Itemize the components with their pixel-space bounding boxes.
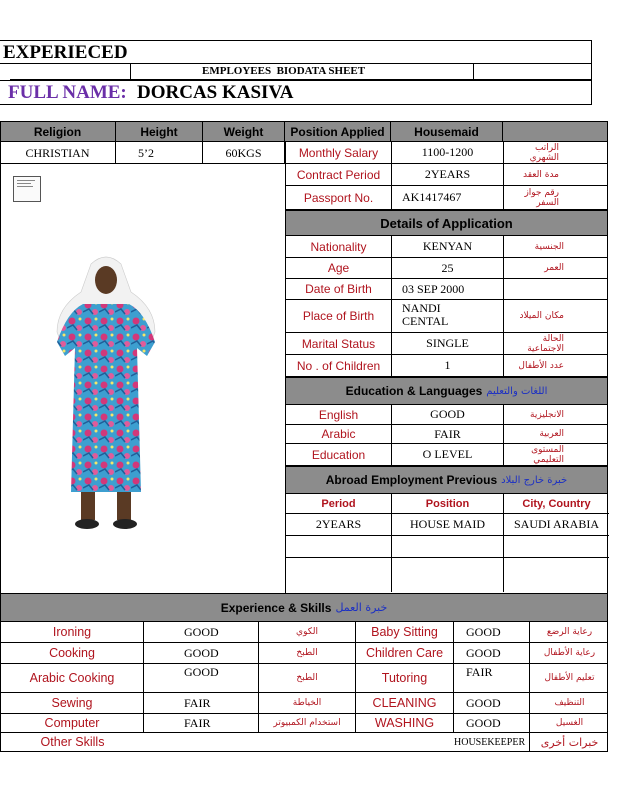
skill-row <box>0 693 608 714</box>
candidate-photo <box>51 252 161 542</box>
abroad-header-label: Abroad Employment Previous <box>325 473 498 487</box>
row-arabic-label <box>504 279 604 299</box>
detail-row <box>285 444 608 466</box>
row-value: O LEVEL <box>392 444 504 465</box>
row-label: No . of Children <box>286 355 392 376</box>
skill-row <box>0 643 608 664</box>
height-header: Height <box>116 121 203 142</box>
sheet-subtitle: EMPLOYEES BIODATA SHEET <box>202 65 366 77</box>
skill-value: GOOD <box>144 664 259 692</box>
skill-row <box>0 664 608 693</box>
abroad-cell <box>286 536 392 558</box>
contract-label: Contract Period <box>286 164 392 185</box>
skill-arabic-label: الطبخ <box>259 643 356 663</box>
education-header-label: Education & Languages <box>345 384 483 398</box>
abroad-cell <box>504 536 609 558</box>
detail-row <box>285 258 608 279</box>
religion-header: Religion <box>0 121 116 142</box>
name-box <box>0 80 592 105</box>
abroad-cell: SAUDI ARABIA <box>504 514 609 536</box>
row-arabic-label: الحالة الاجتماعية <box>527 333 564 354</box>
detail-row <box>285 300 608 333</box>
skill-value: GOOD <box>144 643 259 663</box>
skill-value: GOOD <box>454 643 530 663</box>
housemaid-header: Housemaid <box>391 121 503 142</box>
contract-label: Passport No. <box>286 186 392 209</box>
skills-header <box>0 593 608 622</box>
contract-value: 2YEARS <box>392 164 504 185</box>
skill-label: Tutoring <box>356 664 454 692</box>
education-header-arabic: اللغات والتعليم <box>486 385 548 397</box>
skill-value: FAIR <box>144 693 259 713</box>
education-header <box>285 377 608 405</box>
details-header-label: Details of Application <box>380 215 513 231</box>
abroad-cell <box>286 558 392 592</box>
contract-arabic-label: الراتب الشهري <box>529 142 559 163</box>
abroad-header-arabic: خبرة خارج البلاد <box>501 474 568 486</box>
abroad-cell <box>392 558 504 592</box>
skill-label: Baby Sitting <box>356 622 454 642</box>
skill-label: CLEANING <box>356 693 454 713</box>
abroad-cell <box>392 536 504 558</box>
detail-row <box>285 279 608 300</box>
skill-arabic-label: تعليم الأطفال <box>544 673 595 683</box>
row-label: Education <box>286 444 392 465</box>
skill-value: GOOD <box>454 622 530 642</box>
row-arabic-label: العربية <box>539 429 564 439</box>
abroad-cell: HOUSE MAID <box>392 514 504 536</box>
other-skills-label: Other Skills <box>40 735 105 749</box>
page-title: EXPERIECED <box>3 42 128 63</box>
skill-arabic-label: الكوي <box>259 622 356 642</box>
skill-label: Children Care <box>356 643 454 663</box>
row-arabic-label: العمر <box>544 263 564 273</box>
skill-row <box>0 622 608 643</box>
weight-value: 60KGS <box>203 142 285 164</box>
row-value: KENYAN <box>392 236 504 257</box>
row-value: FAIR <box>392 425 504 443</box>
skills-header-arabic: خبرة العمل <box>335 601 388 614</box>
skill-value: FAIR <box>144 714 259 732</box>
row-arabic-label: مكان الميلاد <box>519 311 564 321</box>
position-applied-header: Position Applied <box>285 121 391 142</box>
skill-label: WASHING <box>356 714 454 732</box>
skill-arabic-label: الطبخ <box>259 664 356 692</box>
other-skills-row <box>0 733 608 752</box>
contract-value: AK1417467 <box>392 186 504 209</box>
contract-label: Monthly Salary <box>286 142 392 163</box>
skill-label: Sewing <box>1 693 144 713</box>
abroad-column-header: City, Country <box>504 494 609 514</box>
full-name-label: FULL NAME: <box>8 82 127 103</box>
detail-row <box>285 425 608 444</box>
skill-arabic-label: رعاية الأطفال <box>543 648 596 658</box>
row-arabic-label: الانجليزية <box>530 409 564 420</box>
row-value: NANDI CENTAL <box>392 300 504 332</box>
photo-area <box>0 164 285 593</box>
row-label: Place of Birth <box>286 300 392 332</box>
skill-row <box>0 714 608 733</box>
skill-arabic-label: الغسيل <box>555 718 584 728</box>
skill-arabic-label: رعاية الرضع <box>546 627 593 637</box>
skill-label: Arabic Cooking <box>1 664 144 692</box>
contract-row <box>285 186 608 210</box>
skill-arabic-label: التنظيف <box>554 698 585 708</box>
abroad-header <box>285 466 608 494</box>
skills-header-label: Experience & Skills <box>220 600 332 615</box>
contract-row <box>285 142 608 164</box>
skill-arabic-label: استخدام الكمبيوتر <box>259 714 356 732</box>
skill-arabic-label: الخياطة <box>259 693 356 713</box>
detail-row <box>285 405 608 425</box>
detail-row <box>285 333 608 355</box>
abroad-cell: 2YEARS <box>286 514 392 536</box>
contract-value: 1100-1200 <box>392 142 504 163</box>
row-arabic-label: المستوى التعليمي <box>531 444 564 465</box>
abroad-column-header: Period <box>286 494 392 514</box>
details-header <box>285 210 608 236</box>
skill-value: GOOD <box>454 693 530 713</box>
row-label: Nationality <box>286 236 392 257</box>
row-arabic-label: الجنسية <box>534 241 564 252</box>
row-value: GOOD <box>392 405 504 424</box>
row-value: SINGLE <box>392 333 504 354</box>
detail-row <box>285 236 608 258</box>
abroad-cell <box>504 558 609 592</box>
skill-label: Ironing <box>1 622 144 642</box>
abroad-section <box>285 494 608 593</box>
detail-row <box>285 355 608 377</box>
row-label: English <box>286 405 392 424</box>
row-arabic-label: عدد الأطفال <box>518 360 564 371</box>
full-name-value: DORCAS KASIVA <box>137 82 294 103</box>
row-label: Date of Birth <box>286 279 392 299</box>
other-skills-value: HOUSEKEEPER <box>454 733 530 751</box>
row-label: Age <box>286 258 392 278</box>
weight-header: Weight <box>203 121 285 142</box>
row-label: Arabic <box>286 425 392 443</box>
small-document-thumbnail <box>13 176 41 202</box>
row-value: 03 SEP 2000 <box>392 279 504 299</box>
row-value: 25 <box>392 258 504 278</box>
height-value: 5’2 <box>116 142 203 164</box>
row-label: Marital Status <box>286 333 392 354</box>
other-skills-arabic-label: خبرات أخرى <box>540 735 599 749</box>
skill-label: Cooking <box>1 643 144 663</box>
skill-label: Computer <box>1 714 144 732</box>
contract-row <box>285 164 608 186</box>
subtitle-box <box>10 64 592 80</box>
skill-value: GOOD <box>454 714 530 732</box>
contract-section <box>285 142 608 210</box>
contract-arabic-label: رقم جواز السفر <box>524 187 559 208</box>
contract-arabic-label: مدة العقد <box>523 169 559 180</box>
skill-value: FAIR <box>454 664 530 692</box>
religion-value: CHRISTIAN <box>0 142 116 164</box>
abroad-column-header: Position <box>392 494 504 514</box>
title-box <box>0 40 592 64</box>
skill-value: GOOD <box>144 622 259 642</box>
row-value: 1 <box>392 355 504 376</box>
